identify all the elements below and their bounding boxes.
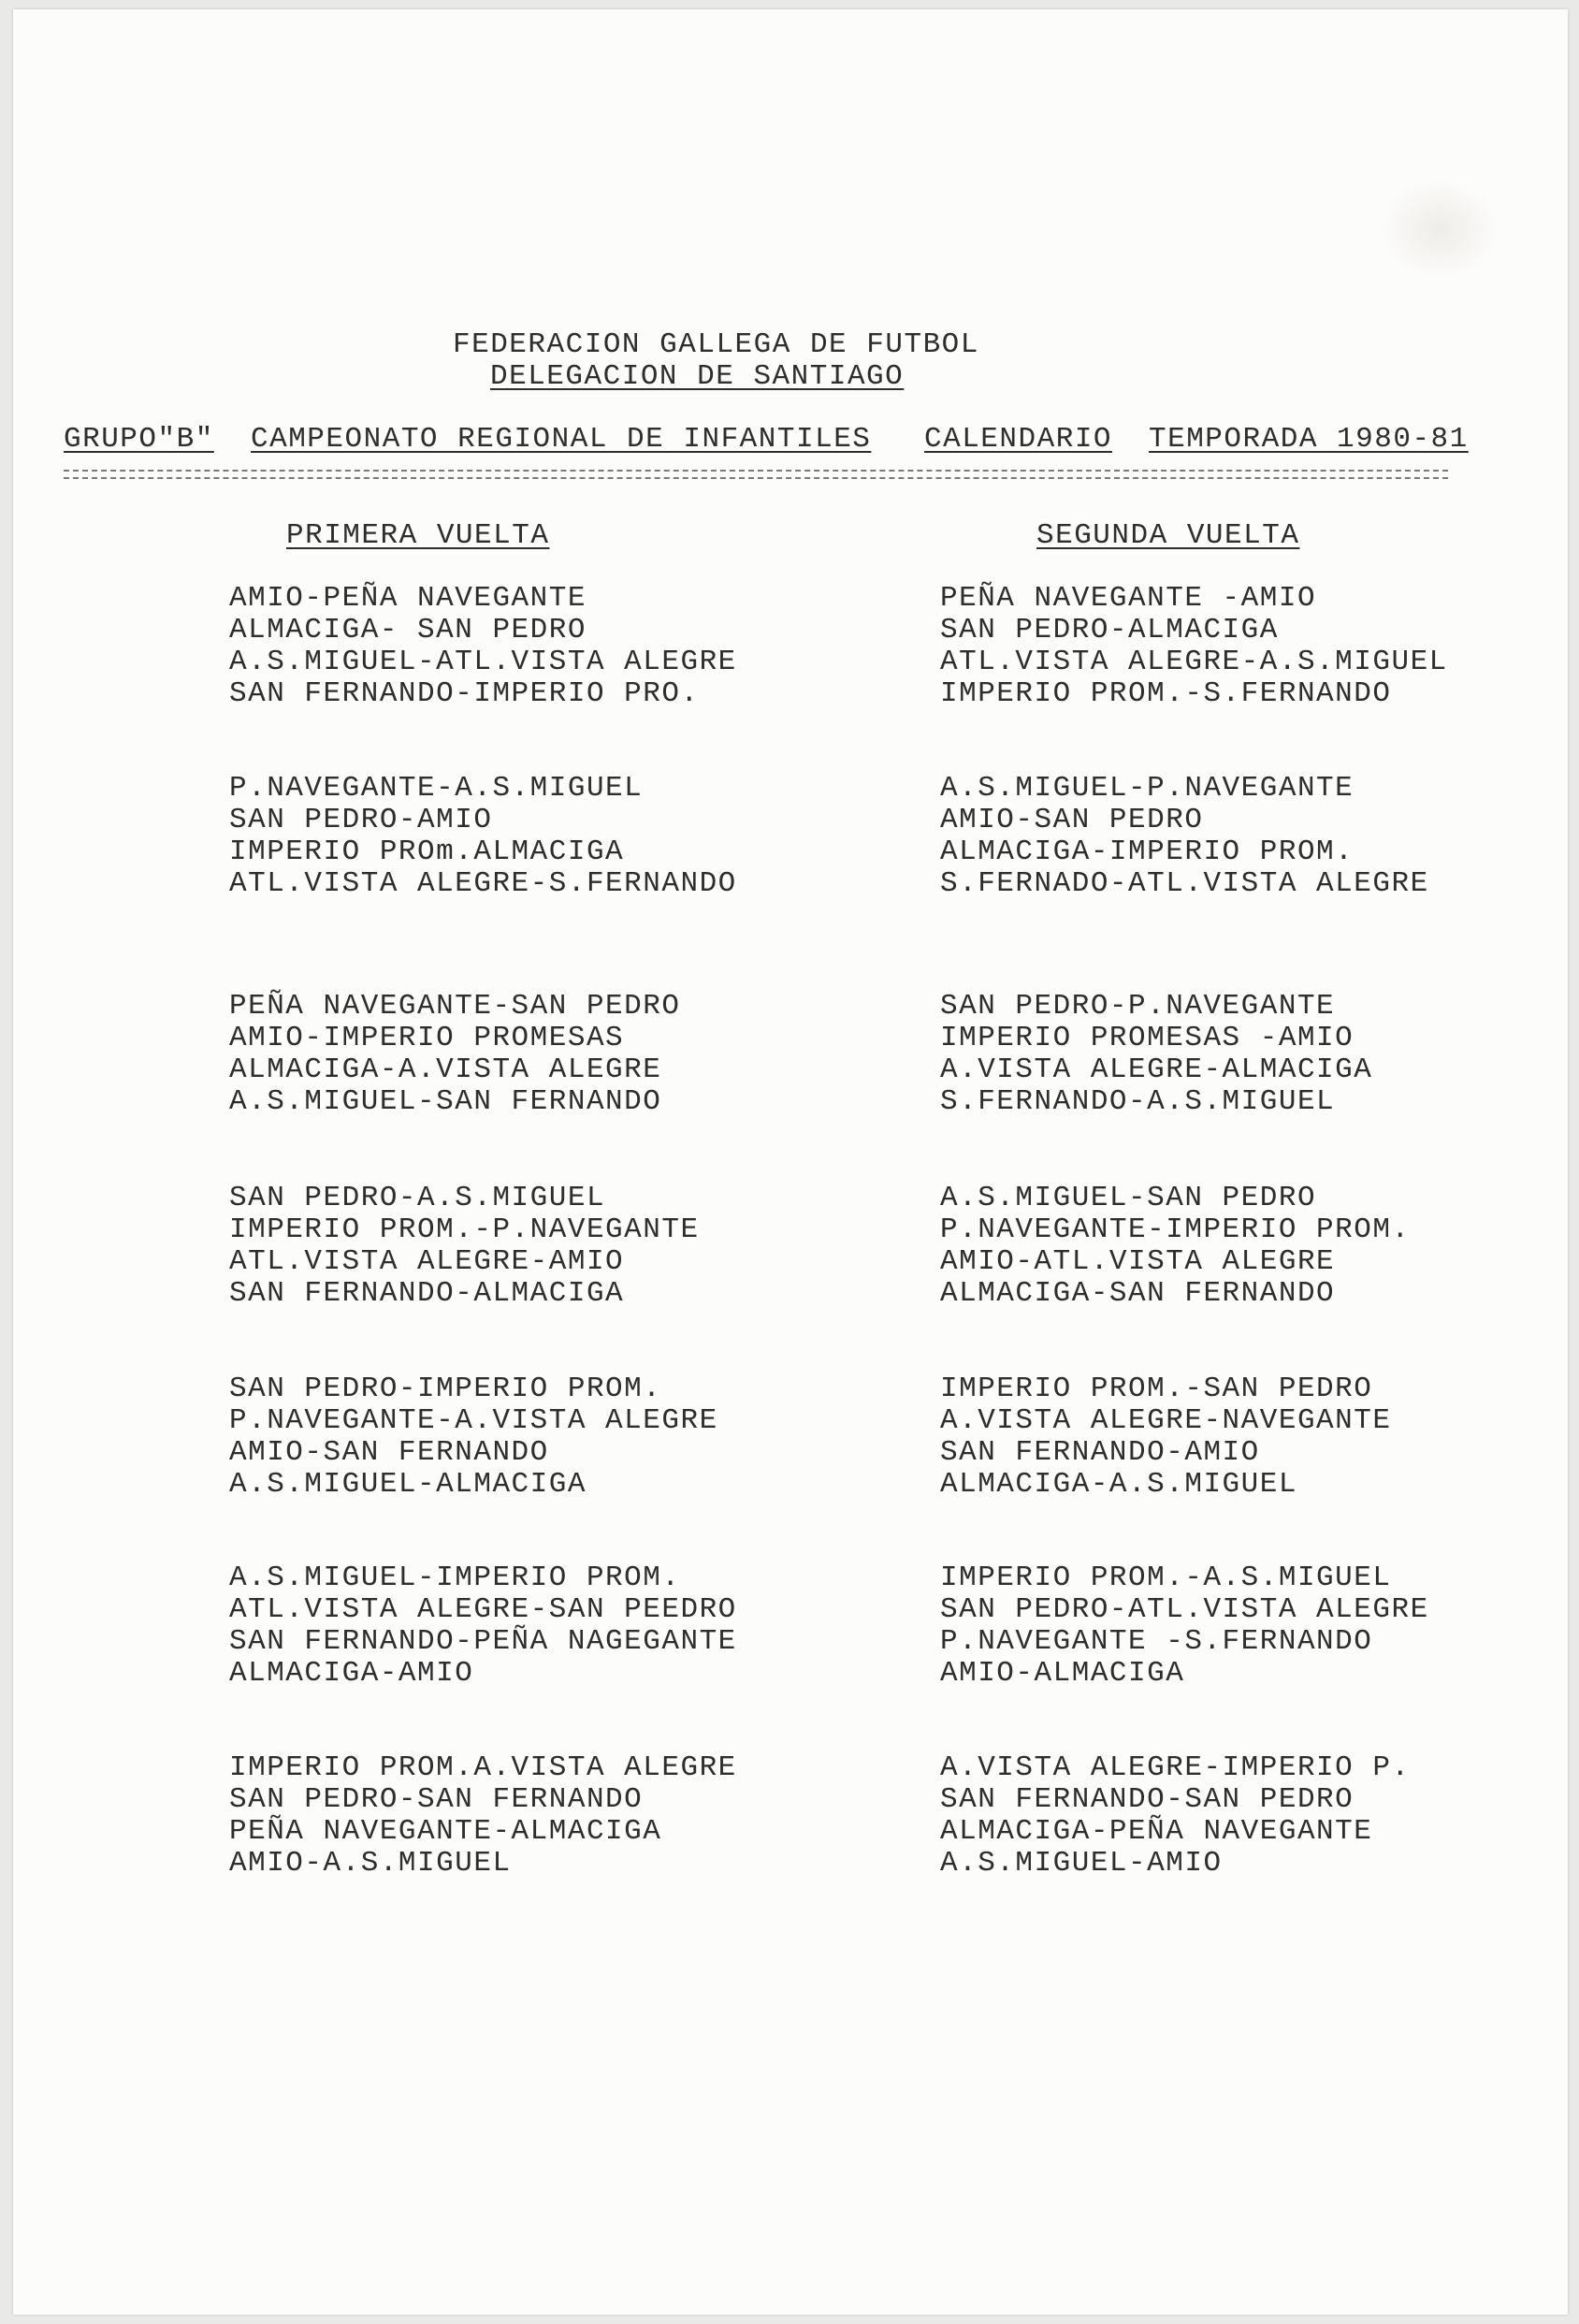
match: SAN PEDRO-A.S.MIGUEL — [229, 1182, 606, 1214]
match: IMPERIO PROM.-SAN PEDRO — [940, 1373, 1373, 1405]
match: SAN PEDRO-ALMACIGA — [940, 614, 1279, 646]
first-round-matchday-3 — [229, 991, 680, 1118]
match: ALMACIGA-AMIO — [229, 1657, 474, 1690]
match: IMPERIO PROM.-P.NAVEGANTE — [229, 1213, 700, 1246]
match: ATL.VISTA ALEGRE-A.S.MIGUEL — [940, 646, 1448, 678]
match: AMIO-PEÑA NAVEGANTE — [229, 582, 587, 615]
match: A.S.MIGUEL-SAN FERNANDO — [229, 1085, 662, 1118]
match: ALMACIGA-A.S.MIGUEL — [940, 1468, 1297, 1501]
first-round-matchday-5 — [229, 1373, 718, 1501]
match: SAN FERNANDO-PEÑA NAGEGANTE — [229, 1625, 737, 1658]
match: A.VISTA ALEGRE-NAVEGANTE — [940, 1404, 1392, 1437]
first-round-heading: PRIMERA VUELTA — [286, 519, 550, 552]
match: ALMACIGA-SAN FERNANDO — [940, 1277, 1336, 1310]
match: AMIO-ALMACIGA — [940, 1657, 1185, 1690]
paper-stain — [1379, 178, 1500, 281]
match: ALMACIGA-IMPERIO PROM. — [940, 835, 1354, 868]
match: A.S.MIGUEL-AMIO — [940, 1847, 1223, 1880]
match: ATL.VISTA ALEGRE-SAN PEEDRO — [229, 1593, 737, 1626]
match: AMIO-IMPERIO PROMESAS — [229, 1022, 625, 1054]
match: A.S.MIGUEL-ALMACIGA — [229, 1468, 587, 1501]
first-round-matchday-6 — [229, 1562, 737, 1690]
match: AMIO-SAN FERNANDO — [229, 1436, 549, 1469]
calendar-label: CALENDARIO — [924, 423, 1113, 456]
match: IMPERIO PROM.-A.S.MIGUEL — [940, 1561, 1392, 1594]
match: IMPERIO PROMESAS -AMIO — [940, 1022, 1354, 1054]
match: A.S.MIGUEL-P.NAVEGANTE — [940, 772, 1354, 805]
match: IMPERIO PROm.ALMACIGA — [229, 835, 625, 868]
match: PEÑA NAVEGANTE-ALMACIGA — [229, 1815, 662, 1848]
match: SAN PEDRO-ATL.VISTA ALEGRE — [940, 1593, 1429, 1626]
first-round-matchday-2 — [229, 773, 737, 900]
match: AMIO-A.S.MIGUEL — [229, 1847, 512, 1880]
match: PEÑA NAVEGANTE-SAN PEDRO — [229, 990, 681, 1023]
match: ALMACIGA-PEÑA NAVEGANTE — [940, 1815, 1373, 1848]
second-round-heading: SEGUNDA VUELTA — [1036, 519, 1300, 552]
second-round-matchday-6 — [940, 1562, 1429, 1690]
match: SAN PEDRO-SAN FERNANDO — [229, 1783, 644, 1816]
match: SAN PEDRO-AMIO — [229, 804, 493, 836]
match: SAN FERNANDO-ALMACIGA — [229, 1277, 625, 1310]
second-round-matchday-7 — [940, 1752, 1411, 1880]
match: SAN FERNANDO-IMPERIO PRO. — [229, 677, 700, 710]
match: SAN FERNANDO-SAN PEDRO — [940, 1783, 1354, 1816]
match: A.VISTA ALEGRE-IMPERIO P. — [940, 1751, 1411, 1784]
first-round-matchday-7 — [229, 1752, 737, 1880]
separator-rule — [64, 477, 1448, 479]
match: A.S.MIGUEL-ATL.VISTA ALEGRE — [229, 646, 737, 678]
match: SAN PEDRO-P.NAVEGANTE — [940, 990, 1336, 1023]
match: SAN PEDRO-IMPERIO PROM. — [229, 1373, 662, 1405]
match: P.NAVEGANTE -S.FERNANDO — [940, 1625, 1373, 1658]
group-label: GRUPO"B" — [64, 423, 214, 456]
match: ATL.VISTA ALEGRE-AMIO — [229, 1245, 625, 1278]
match: AMIO-SAN PEDRO — [940, 804, 1204, 836]
match: A.VISTA ALEGRE-ALMACIGA — [940, 1053, 1373, 1086]
match: A.S.MIGUEL-SAN PEDRO — [940, 1182, 1317, 1214]
match: P.NAVEGANTE-A.S.MIGUEL — [229, 772, 644, 805]
championship-title: CAMPEONATO REGIONAL DE INFANTILES — [251, 423, 872, 456]
second-round-matchday-3 — [940, 991, 1372, 1118]
federation-title: FEDERACION GALLEGA DE FUTBOL — [453, 328, 979, 361]
match: P.NAVEGANTE-IMPERIO PROM. — [940, 1213, 1411, 1246]
second-round-matchday-1 — [940, 583, 1448, 710]
match: ALMACIGA- SAN PEDRO — [229, 614, 587, 646]
second-round-matchday-4 — [940, 1183, 1411, 1310]
match: ATL.VISTA ALEGRE-S.FERNANDO — [229, 867, 737, 900]
match: AMIO-ATL.VISTA ALEGRE — [940, 1245, 1336, 1278]
match: A.S.MIGUEL-IMPERIO PROM. — [229, 1561, 681, 1594]
first-round-matchday-4 — [229, 1183, 700, 1310]
separator-rule — [64, 470, 1448, 472]
match: PEÑA NAVEGANTE -AMIO — [940, 582, 1317, 615]
match: SAN FERNANDO-AMIO — [940, 1436, 1260, 1469]
second-round-matchday-2 — [940, 773, 1429, 900]
season-label: TEMPORADA 1980-81 — [1149, 423, 1469, 456]
match: IMPERIO PROM.-S.FERNANDO — [940, 677, 1392, 710]
match: IMPERIO PROM.A.VISTA ALEGRE — [229, 1751, 737, 1784]
delegation-title: DELEGACION DE SANTIAGO — [490, 360, 905, 393]
first-round-matchday-1 — [229, 583, 737, 710]
second-round-matchday-5 — [940, 1373, 1391, 1501]
match: ALMACIGA-A.VISTA ALEGRE — [229, 1053, 662, 1086]
match: P.NAVEGANTE-A.VISTA ALEGRE — [229, 1404, 718, 1437]
match: S.FERNANDO-A.S.MIGUEL — [940, 1085, 1336, 1118]
match: S.FERNADO-ATL.VISTA ALEGRE — [940, 867, 1429, 900]
